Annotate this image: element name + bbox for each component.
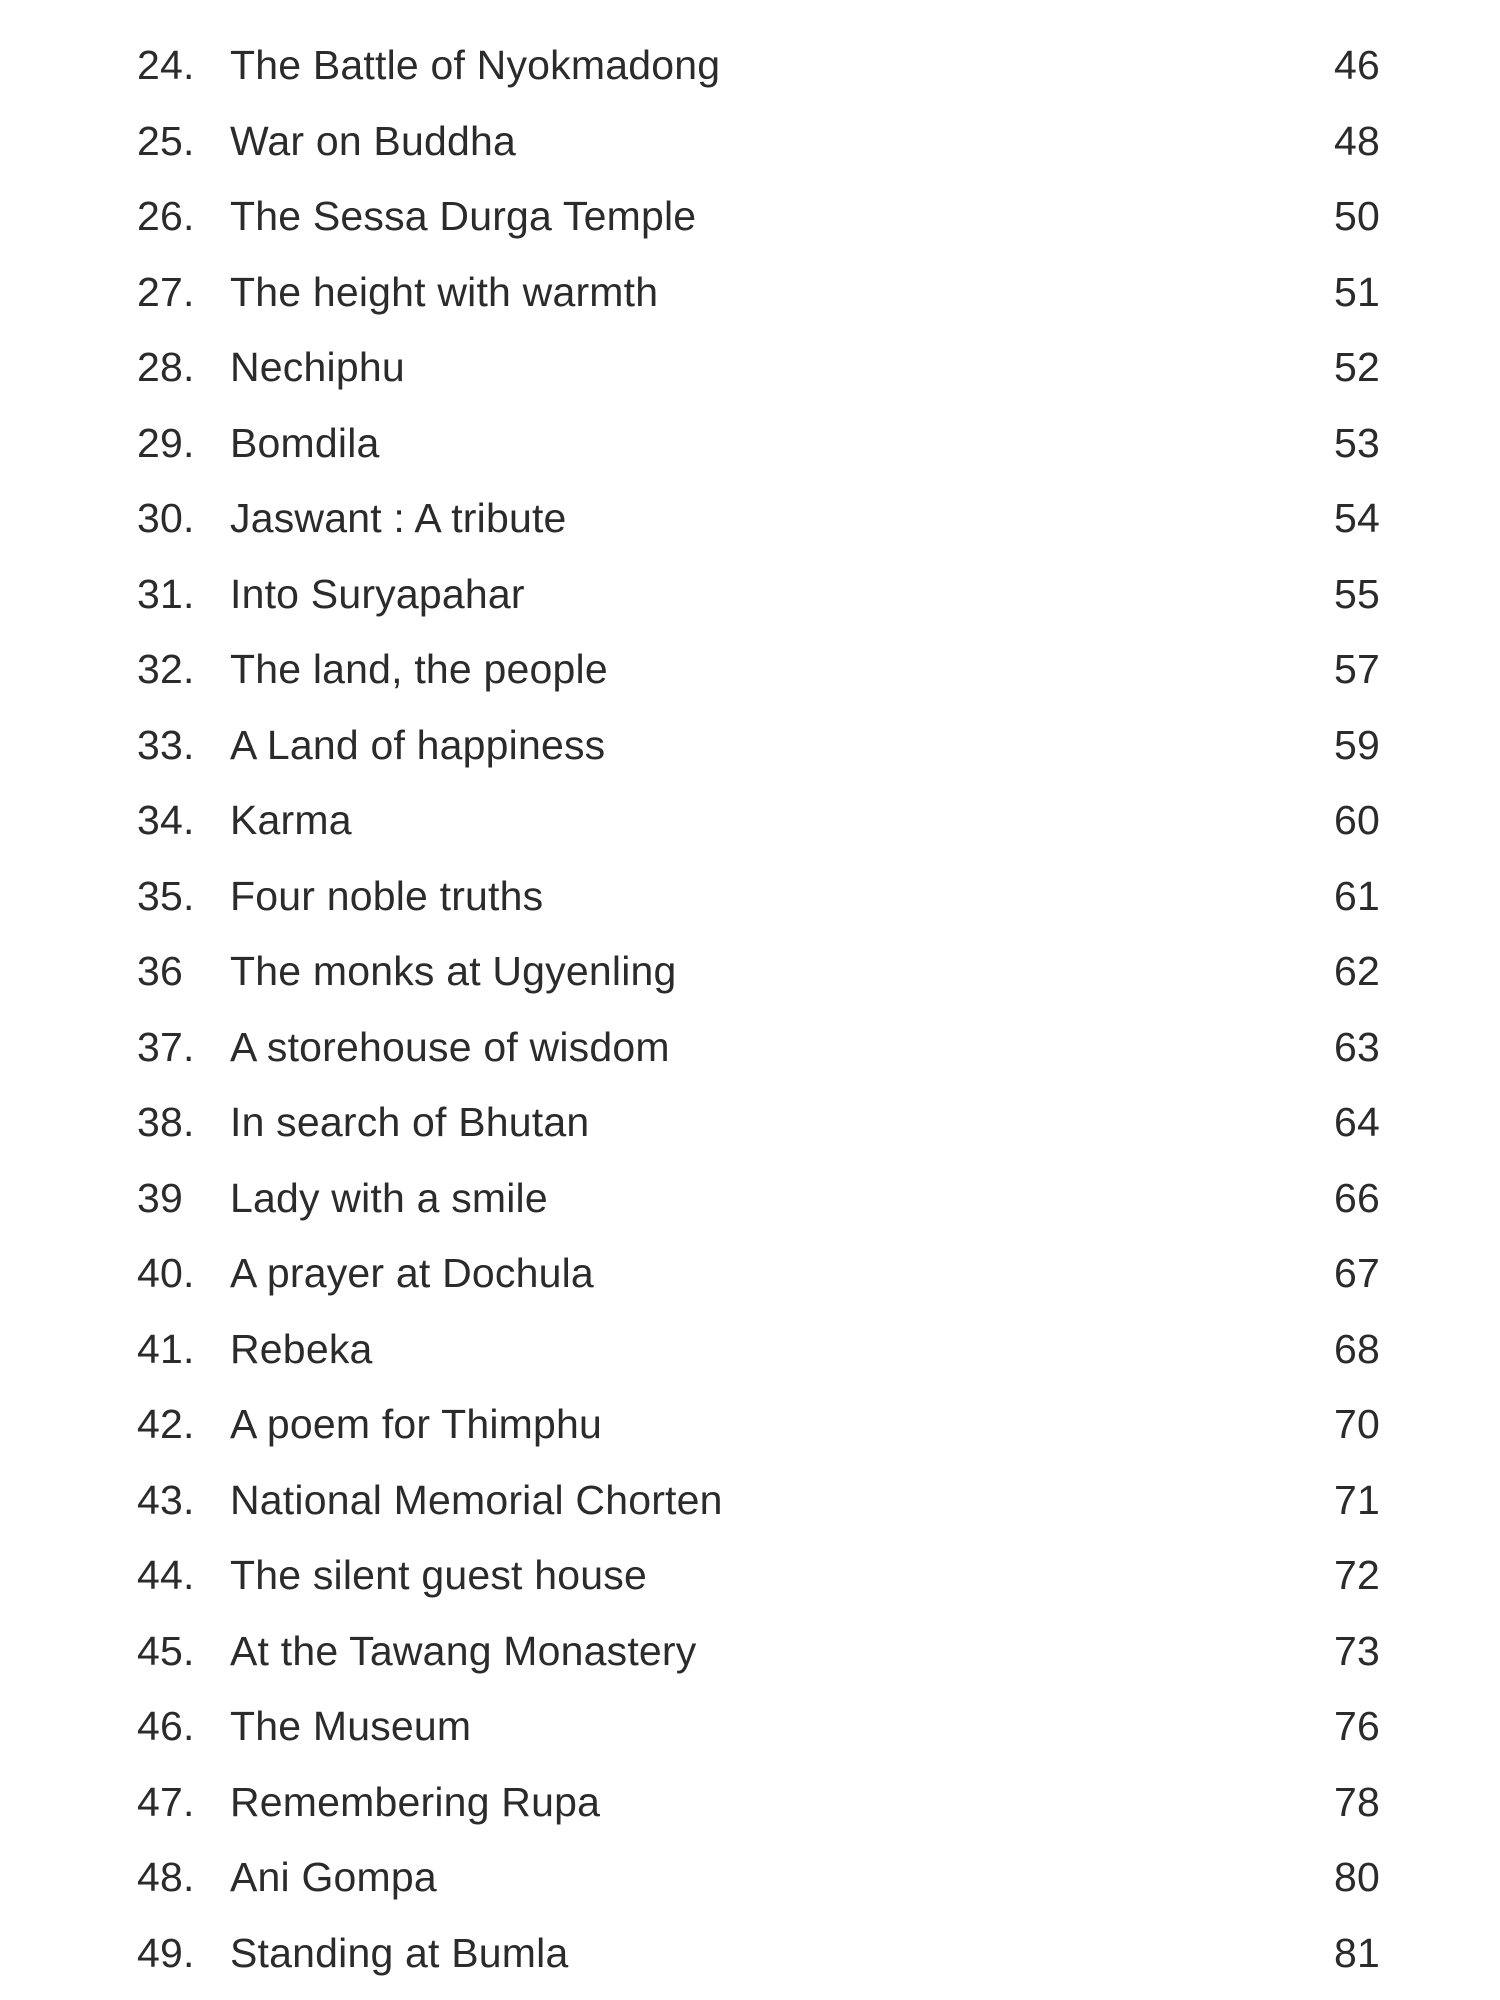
toc-entry [0,640,1500,716]
page-number: 51 [1333,268,1380,315]
toc-entry [0,791,1500,867]
chapter-number: 29. [137,419,195,466]
toc-entry [0,36,1500,112]
page-number: 64 [1333,1099,1380,1145]
chapter-number: 48. [137,1854,195,1900]
chapter-title: Lady with a smile [230,1174,548,1221]
chapter-title: The silent guest house [230,1552,647,1598]
page-number: 46 [1333,42,1380,88]
page-number: 53 [1333,419,1380,466]
chapter-title: A poem for Thimphu [230,1401,603,1447]
toc-entry [0,338,1500,414]
page-number: 80 [1333,1854,1380,1900]
chapter-number: 33. [137,721,195,768]
chapter-number: 28. [137,344,195,390]
chapter-title: At the Tawang Monastery [230,1627,697,1674]
chapter-title: The land, the people [230,646,608,692]
chapter-title: Rebeka [230,1325,373,1372]
chapter-number: 49. [137,1929,195,1976]
page-number: 57 [1333,646,1380,692]
chapter-title: Remembering Rupa [230,1778,601,1825]
toc-entry [0,716,1500,792]
page-number: 59 [1333,721,1380,768]
chapter-number: 25. [137,117,195,164]
page-number: 54 [1333,495,1380,541]
chapter-title: In search of Bhutan [230,1099,590,1145]
toc-entry [0,1093,1500,1169]
toc-entry [0,1546,1500,1622]
toc-entry [0,1244,1500,1320]
toc-entry [0,489,1500,565]
chapter-number: 34. [137,797,195,843]
toc-entry [0,1622,1500,1698]
chapter-title: A storehouse of wisdom [230,1023,670,1070]
toc-entry [0,1848,1500,1924]
page-number: 73 [1333,1627,1380,1674]
chapter-number: 40. [137,1250,195,1296]
chapter-title: Into Suryapahar [230,570,525,617]
toc-entry [0,867,1500,943]
chapter-title: Jaswant : A tribute [230,495,567,541]
page-number: 61 [1333,872,1380,919]
chapter-number: 38. [137,1099,195,1145]
page-number: 70 [1333,1401,1380,1447]
chapter-number: 39 [137,1174,184,1221]
chapter-number: 36 [137,948,184,994]
chapter-number: 46. [137,1703,195,1749]
page-number: 60 [1333,797,1380,843]
chapter-number: 42. [137,1401,195,1447]
toc-entry [0,112,1500,188]
page-number: 78 [1333,1778,1380,1825]
chapter-number: 37. [137,1023,195,1070]
chapter-title: The Museum [230,1703,472,1749]
chapter-title: Standing at Bumla [230,1929,569,1976]
chapter-number: 45. [137,1627,195,1674]
toc-entry [0,1471,1500,1547]
chapter-title: Karma [230,797,352,843]
toc-entry [0,414,1500,490]
page-number: 72 [1333,1552,1380,1598]
toc-entry [0,1169,1500,1245]
chapter-number: 44. [137,1552,195,1598]
page-number: 81 [1333,1929,1380,1976]
toc-entry [0,565,1500,641]
chapter-title: The Battle of Nyokmadong [230,42,721,88]
chapter-title: Four noble truths [230,872,544,919]
page-number: 76 [1333,1703,1380,1749]
chapter-number: 47. [137,1778,195,1825]
toc-entry [0,187,1500,263]
toc-entry [0,1018,1500,1094]
chapter-title: The height with warmth [230,268,659,315]
page-number: 52 [1333,344,1380,390]
chapter-title: Ani Gompa [230,1854,437,1900]
chapter-number: 41. [137,1325,195,1372]
toc-entry [0,1924,1500,2000]
toc-entry [0,942,1500,1018]
chapter-title: The Sessa Durga Temple [230,193,697,239]
chapter-number: 35. [137,872,195,919]
page-number: 50 [1333,193,1380,239]
toc-entry [0,1697,1500,1773]
page-number: 66 [1333,1174,1380,1221]
chapter-title: National Memorial Chorten [230,1476,723,1523]
toc-entry [0,1773,1500,1849]
chapter-number: 43. [137,1476,195,1523]
chapter-number: 32. [137,646,195,692]
chapter-title: A Land of happiness [230,721,606,768]
chapter-title: The monks at Ugyenling [230,948,677,994]
page-number: 63 [1333,1023,1380,1070]
chapter-number: 26. [137,193,195,239]
toc-entry [0,1395,1500,1471]
page-number: 55 [1333,570,1380,617]
toc-entry [0,1320,1500,1396]
chapter-title: War on Buddha [230,117,516,164]
chapter-number: 24. [137,42,195,88]
chapter-number: 31. [137,570,195,617]
chapter-number: 30. [137,495,195,541]
chapter-number: 27. [137,268,195,315]
page-number: 62 [1333,948,1380,994]
chapter-title: Bomdila [230,419,380,466]
toc-entry [0,263,1500,339]
page-number: 67 [1333,1250,1380,1296]
page-number: 71 [1333,1476,1380,1523]
chapter-title: A prayer at Dochula [230,1250,594,1296]
table-of-contents [0,36,1500,1999]
page-number: 68 [1333,1325,1380,1372]
page-number: 48 [1333,117,1380,164]
chapter-title: Nechiphu [230,344,405,390]
